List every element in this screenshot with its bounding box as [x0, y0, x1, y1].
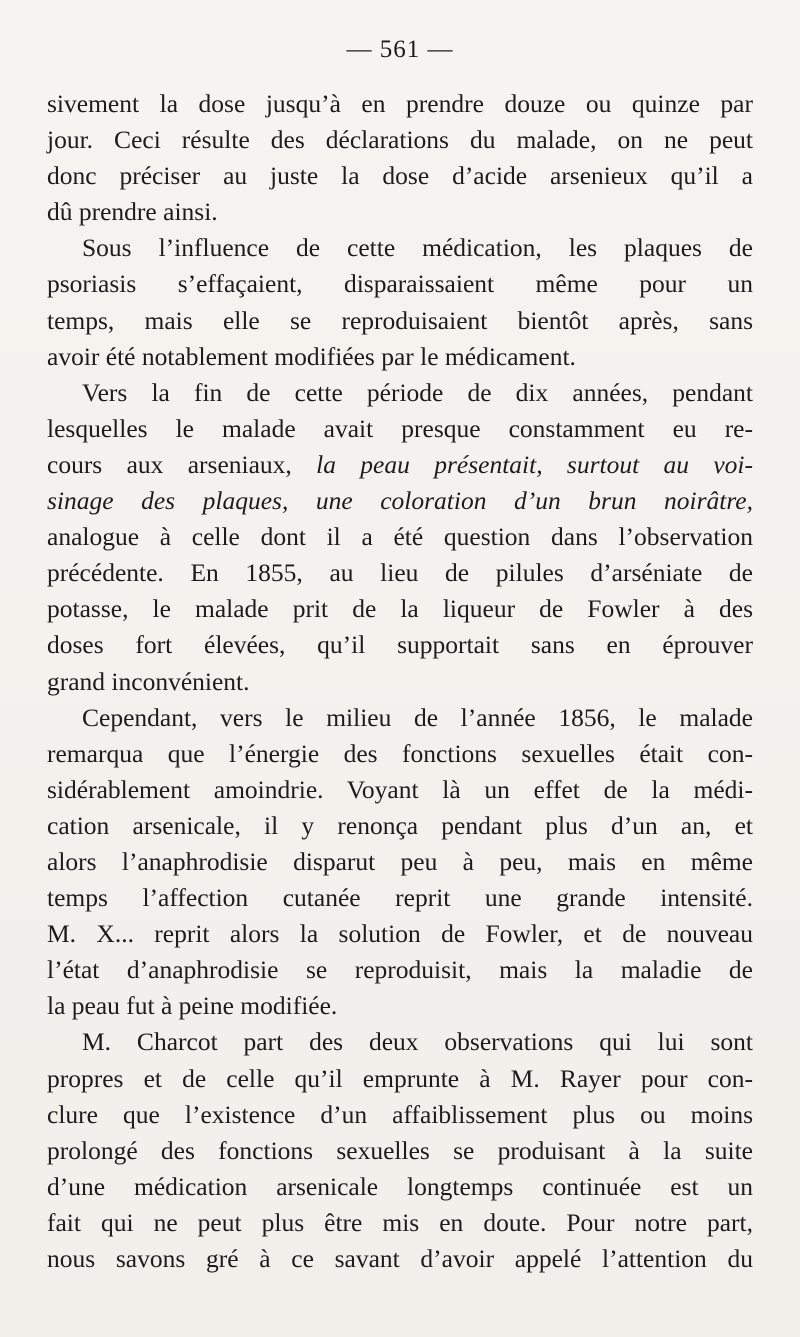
line-text: sidérablement amoindrie. Voyant là un effet de la médi-: [47, 774, 753, 804]
text-line: [47, 664, 753, 700]
text-line: [47, 627, 753, 663]
line-text: alors l’anaphrodisie disparut peu à peu, mais en même: [47, 846, 753, 876]
text-line: [47, 86, 753, 122]
page-number: — 561 —: [346, 36, 454, 63]
line-text: analogue à celle dont il a été question dans l’observation: [47, 522, 753, 552]
line-text: prolongé des fonctions sexuelles se produisant à la suite: [47, 1135, 753, 1165]
line-text: dû prendre ainsi.: [47, 197, 218, 227]
text-line: [47, 266, 753, 302]
line-text: cours aux arseniaux,: [47, 449, 317, 479]
line-text: grand inconvénient.: [47, 666, 250, 696]
text-line: [47, 880, 753, 916]
text-line: [47, 194, 753, 230]
text-line: [47, 519, 753, 555]
text-line: [47, 483, 753, 519]
line-text: Cependant, vers le milieu de l’année 1856, le malade: [82, 702, 753, 732]
line-text: fait qui ne peut plus être mis en doute. Pour notre part,: [47, 1207, 753, 1237]
text-line: [47, 447, 753, 483]
text-line: [47, 988, 753, 1024]
text-line: [47, 1061, 753, 1097]
line-text: Vers la fin de cette période de dix années, pendant: [82, 377, 753, 407]
text-line: [47, 1097, 753, 1133]
line-text: M. Charcot part des deux observations qui lui sont: [82, 1027, 753, 1057]
line-text: psoriasis s’effaçaient, disparaissaient même pour un: [47, 269, 753, 299]
line-text: sivement la dose jusqu’à en prendre douze ou quinze par: [47, 89, 753, 118]
text-line: [47, 1241, 753, 1277]
line-text: l’état d’anaphrodisie se reproduisit, mais la maladie de: [47, 955, 753, 985]
line-text: propres et de celle qu’il emprunte à M. Rayer pour con-: [47, 1063, 753, 1093]
text-line: [47, 122, 753, 158]
text-line: [47, 808, 753, 844]
text-line: [47, 1205, 753, 1241]
line-text: lesquelles le malade avait presque constamment eu re-: [47, 413, 753, 443]
line-text: remarqua que l’énergie des fonctions sexuelles était con-: [47, 738, 753, 768]
text-line: [47, 303, 753, 339]
italic-text: la peau présentait, surtout au voi-: [316, 449, 753, 479]
text-line: [47, 772, 753, 808]
text-line: [47, 736, 753, 772]
text-line: [47, 844, 753, 880]
text-line: [47, 375, 753, 411]
line-text: cation arsenicale, il y renonça pendant plus d’un an, et: [47, 810, 753, 840]
line-text: clure que l’existence d’un affaiblissement plus ou moins: [47, 1099, 753, 1129]
line-text: Sous l’influence de cette médication, les plaques de: [82, 233, 753, 263]
italic-text: sinage des plaques, une coloration d’un brun noirâtre,: [47, 486, 753, 516]
line-text: d’une médication arsenicale longtemps continuée est un: [47, 1171, 753, 1201]
text-line: [47, 230, 753, 266]
line-text: précédente. En 1855, au lieu de pilules d’arséniate de: [47, 558, 753, 588]
text-line: [47, 1169, 753, 1205]
text-line: [47, 411, 753, 447]
text-line: [47, 952, 753, 988]
text-line: [47, 1024, 753, 1060]
text-line: [47, 339, 753, 375]
line-text: temps l’affection cutanée reprit une grande intensité.: [47, 883, 753, 913]
line-text: M. X... reprit alors la solution de Fowler, et de nouveau: [47, 919, 753, 949]
text-line: [47, 158, 753, 194]
text-line: [47, 555, 753, 591]
line-text: nous savons gré à ce savant d’avoir appelé l’attention du: [47, 1244, 753, 1273]
body-text: [47, 86, 753, 1277]
line-text: jour. Ceci résulte des déclarations du malade, on ne peut: [47, 125, 753, 155]
text-line: [47, 1133, 753, 1169]
line-text: avoir été notablement modifiées par le médicament.: [47, 341, 576, 371]
line-text: potasse, le malade prit de la liqueur de Fowler à des: [47, 594, 753, 624]
line-text: donc préciser au juste la dose d’acide arsenieux qu’il a: [47, 161, 753, 191]
text-line: [47, 700, 753, 736]
line-text: temps, mais elle se reproduisaient bientôt après, sans: [47, 305, 753, 335]
text-line: [47, 591, 753, 627]
line-text: doses fort élevées, qu’il supportait sans en éprouver: [47, 630, 753, 660]
text-line: [47, 916, 753, 952]
line-text: la peau fut à peine modifiée.: [47, 991, 338, 1021]
